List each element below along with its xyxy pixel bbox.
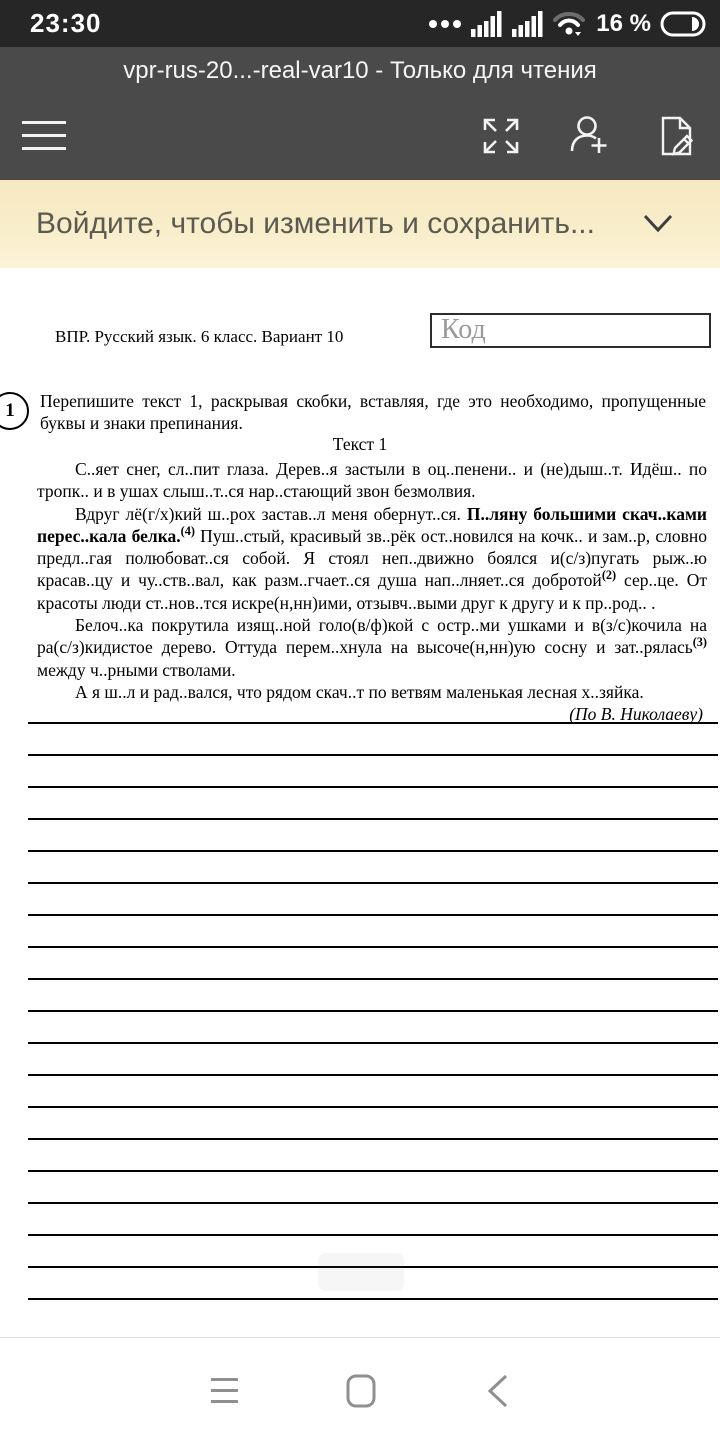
home-icon <box>346 1374 376 1408</box>
cell-signal-sim2-icon <box>512 11 544 37</box>
writing-line <box>28 882 718 914</box>
hamburger-icon <box>22 121 68 150</box>
text-run: (2) <box>601 568 617 583</box>
writing-line <box>28 722 718 754</box>
paragraph <box>37 503 707 614</box>
fullscreen-icon <box>478 113 524 159</box>
toolbar <box>0 109 720 165</box>
writing-line <box>28 754 718 786</box>
back-icon <box>486 1374 510 1408</box>
document-header: ВПР. Русский язык. 6 класс. Вариант 10 <box>55 327 344 346</box>
home-button[interactable] <box>346 1374 376 1411</box>
paragraph <box>37 681 707 703</box>
wifi-icon <box>553 10 587 38</box>
writing-line <box>28 1298 718 1330</box>
text-run: Вдруг лё(г/х)кий ш..рох застав..л меня обернут..ся. <box>75 503 467 524</box>
code-label: Код <box>441 314 486 345</box>
writing-line <box>28 850 718 882</box>
sign-in-banner[interactable] <box>0 180 720 268</box>
back-button[interactable] <box>486 1374 510 1411</box>
document-page <box>0 268 720 1337</box>
cell-signal-sim1-icon <box>471 11 503 37</box>
battery-icon <box>660 11 706 37</box>
writing-line <box>28 818 718 850</box>
fading-toast <box>318 1253 404 1291</box>
text-run: П..ляну большими скач..ками перес..кала белка. <box>37 503 707 546</box>
edit-icon <box>654 113 700 159</box>
text-run: (4) <box>180 524 195 539</box>
battery-percent-label: 16 % <box>596 9 651 37</box>
edit-button[interactable] <box>654 113 700 159</box>
writing-lines <box>28 722 718 1330</box>
sign-in-banner-message: Войдите, чтобы изменить и сохранить... <box>36 207 595 240</box>
writing-line <box>28 1170 718 1202</box>
text-block <box>37 458 707 725</box>
text-run: сер..це. От красоты люди ст..нов..тся искре(н,нн)ими, отзывч..выми друг к другу и к пр..род.. . <box>37 570 708 613</box>
menu-button[interactable] <box>22 117 68 163</box>
text-run: (3) <box>692 635 707 650</box>
status-bar <box>0 0 720 47</box>
writing-line <box>28 1138 718 1170</box>
writing-line <box>28 946 718 978</box>
text-run: Белоч..ка покрутила изящ..ной голо(в/ф)кой с остр..ми ушками и в(з/с)кочила на ра(с/з)кидистое дерево. Оттуда перем..хнула на высоче(н,нн)ую сосну и зат..рялась <box>37 615 707 658</box>
writing-line <box>28 1042 718 1074</box>
writing-line <box>28 1106 718 1138</box>
add-person-button[interactable] <box>566 113 612 159</box>
more-dots-icon <box>428 19 462 29</box>
text-run: между ч..рными стволами. <box>37 659 236 680</box>
writing-line <box>28 978 718 1010</box>
recent-apps-button[interactable] <box>211 1378 238 1411</box>
recent-apps-icon <box>211 1378 238 1403</box>
clock: 23:30 <box>30 8 102 38</box>
android-nav-bar <box>0 1337 720 1440</box>
writing-line <box>28 914 718 946</box>
text-run: А я ш..л и рад..вался, что рядом скач..т по ветвям маленькая лесная х..зяйка. <box>75 681 644 702</box>
writing-line <box>28 1202 718 1234</box>
app-bar <box>0 47 720 180</box>
attribution: (По В. Николаеву) <box>569 704 703 725</box>
writing-line <box>28 786 718 818</box>
task-number-badge: 1 <box>0 392 29 430</box>
code-box <box>430 313 711 348</box>
chevron-down-icon[interactable] <box>642 214 674 234</box>
status-icons <box>428 10 706 38</box>
text-run: С..яет снег, сл..пит глаза. Дерев..я застыли в оц..пенени.. и (не)дыш..т. Идёш.. по тропк.. и в ушах слыш..т..ся нар..стающий звон безмолвия. <box>37 459 707 502</box>
task-instruction: Перепишите текст 1, раскрывая скобки, вставляя, где это необходимо, пропущенные буквы и знаки препинания. <box>40 391 706 434</box>
paragraph <box>37 458 707 503</box>
text-run: Пуш..стый, красивый зв..рёк ост..новился на кочк.. и зам..р, словно предл..гая полюбоват..ся собой. Я стоял неп..движно боялся и(с/з)пугать рыж..ю красав..цу и чу..ств..вал, как разм..гчает..ся душа нап..лняет..ся добротой <box>37 525 708 591</box>
paragraph <box>37 614 707 681</box>
writing-line <box>28 1074 718 1106</box>
text-paragraphs <box>37 458 707 703</box>
writing-line <box>28 1010 718 1042</box>
fullscreen-button[interactable] <box>478 113 524 159</box>
text-title: Текст 1 <box>332 434 388 454</box>
add-person-icon <box>566 113 612 159</box>
document-title: vpr-rus-20...-real-var10 - Только для чтения <box>123 57 597 84</box>
